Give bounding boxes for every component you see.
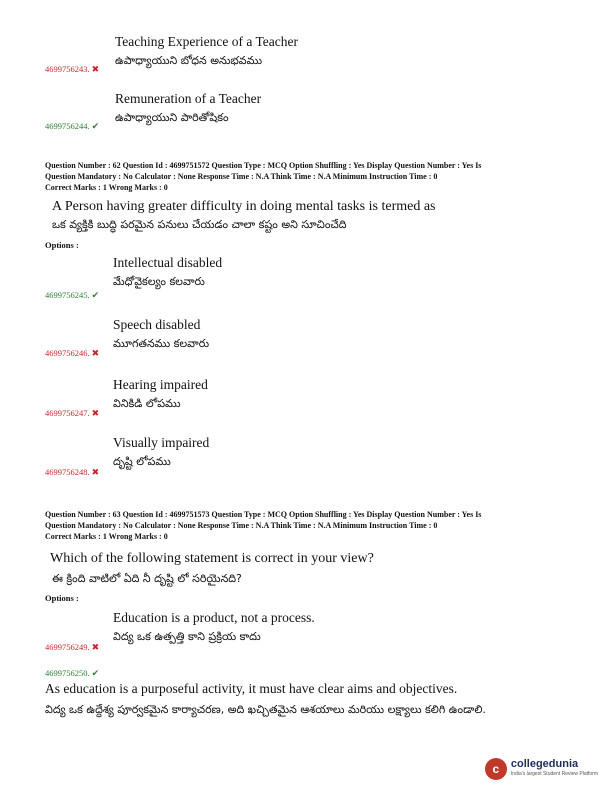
question-text-te: ఈ క్రింది వాటిలో ఏది నీ దృష్టి లో సరియైనది?: [52, 572, 242, 585]
options-label: Options :: [45, 593, 79, 603]
check-icon: ✔: [91, 121, 100, 131]
wrong-icon: ✖: [91, 64, 100, 74]
wrong-icon: ✖: [91, 642, 100, 652]
option-text-en: Speech disabled: [113, 317, 201, 332]
option-id: 4699756244. ✔: [45, 121, 100, 131]
check-icon: ✔: [91, 290, 100, 300]
option-text-en: Teaching Experience of a Teacher: [115, 34, 299, 49]
option-text-te: మేధోవైకల్యం కలవారు: [113, 275, 205, 288]
option-text-te: వినికిడి లోపము: [113, 397, 181, 410]
option-id: 4699756250. ✔: [45, 668, 100, 678]
option-id: 4699756243. ✖: [45, 64, 100, 74]
option-id: 4699756249. ✖: [45, 642, 100, 652]
option-text-te: విద్య ఒక ఉత్పత్తి కాని ప్రక్రియ కాదు: [113, 630, 261, 643]
option-text-en: Education is a product, not a process.: [113, 610, 315, 625]
question-text-te: ఒక వ్యక్తికి బుద్ధి పరమైన పనులు చేయడం చాలా కష్టం అని సూచించేది: [52, 218, 347, 231]
question-meta: Question Number : 62 Question Id : 4699751572 Question Type : MCQ Option Shuffling : Yes Display Question Number : Yes Is Question Mandatory : No Calculator : None Response Time : N.A Think Time : N.A Minimum Instruction Time : 0 Correct Marks : 1 Wrong Marks : 0: [45, 161, 482, 192]
option-text-en: Hearing impaired: [113, 377, 208, 392]
logo-name: collegedunia: [510, 758, 579, 770]
collegedunia-logo: [485, 758, 598, 780]
option-text-en: Intellectual disabled: [113, 255, 223, 270]
option-id: 4699756247. ✖: [45, 408, 100, 418]
option-id: 4699756245. ✔: [45, 290, 100, 300]
wrong-icon: ✖: [91, 408, 100, 418]
option-text-en: Remuneration of a Teacher: [115, 91, 262, 106]
question-meta: Question Number : 63 Question Id : 4699751573 Question Type : MCQ Option Shuffling : Yes Display Question Number : Yes Is Question Mandatory : No Calculator : None Response Time : N.A Think Time : N.A Minimum Instruction Time : 0 Correct Marks : 1 Wrong Marks : 0: [45, 510, 482, 541]
question-text-en: A Person having greater difficulty in doing mental tasks is termed as: [52, 199, 436, 214]
option-text-en: Visually impaired: [113, 435, 210, 450]
logo-mark-icon: c: [485, 758, 507, 780]
option-text-te: దృష్టి లోపము: [113, 455, 171, 468]
option-text-te: ఉపాధ్యాయుని పారితోషికం: [115, 111, 229, 124]
option-text-te: మూగతనము కలవారు: [113, 337, 210, 350]
option-text-en: As education is a purposeful activity, it must have clear aims and objectives.: [45, 681, 458, 696]
options-label: Options :: [45, 240, 79, 250]
check-icon: ✔: [91, 668, 100, 678]
option-text-te: విద్య ఒక ఉద్దేశ్య పూర్వకమైన కార్యాచరణ, అది ఖచ్చితమైన ఆశయాలు మరియు లక్ష్యాలు కలిగి ఉండాలి.: [45, 703, 486, 716]
logo-tagline: India's largest Student Review Platform: [510, 771, 598, 777]
option-id: 4699756246. ✖: [45, 348, 100, 358]
wrong-icon: ✖: [91, 348, 100, 358]
option-id: 4699756248. ✖: [45, 467, 100, 477]
wrong-icon: ✖: [91, 467, 100, 477]
question-text-en: Which of the following statement is correct in your view?: [50, 551, 374, 566]
option-text-te: ఉపాధ్యాయుని బోధన అనుభవము: [115, 54, 263, 67]
